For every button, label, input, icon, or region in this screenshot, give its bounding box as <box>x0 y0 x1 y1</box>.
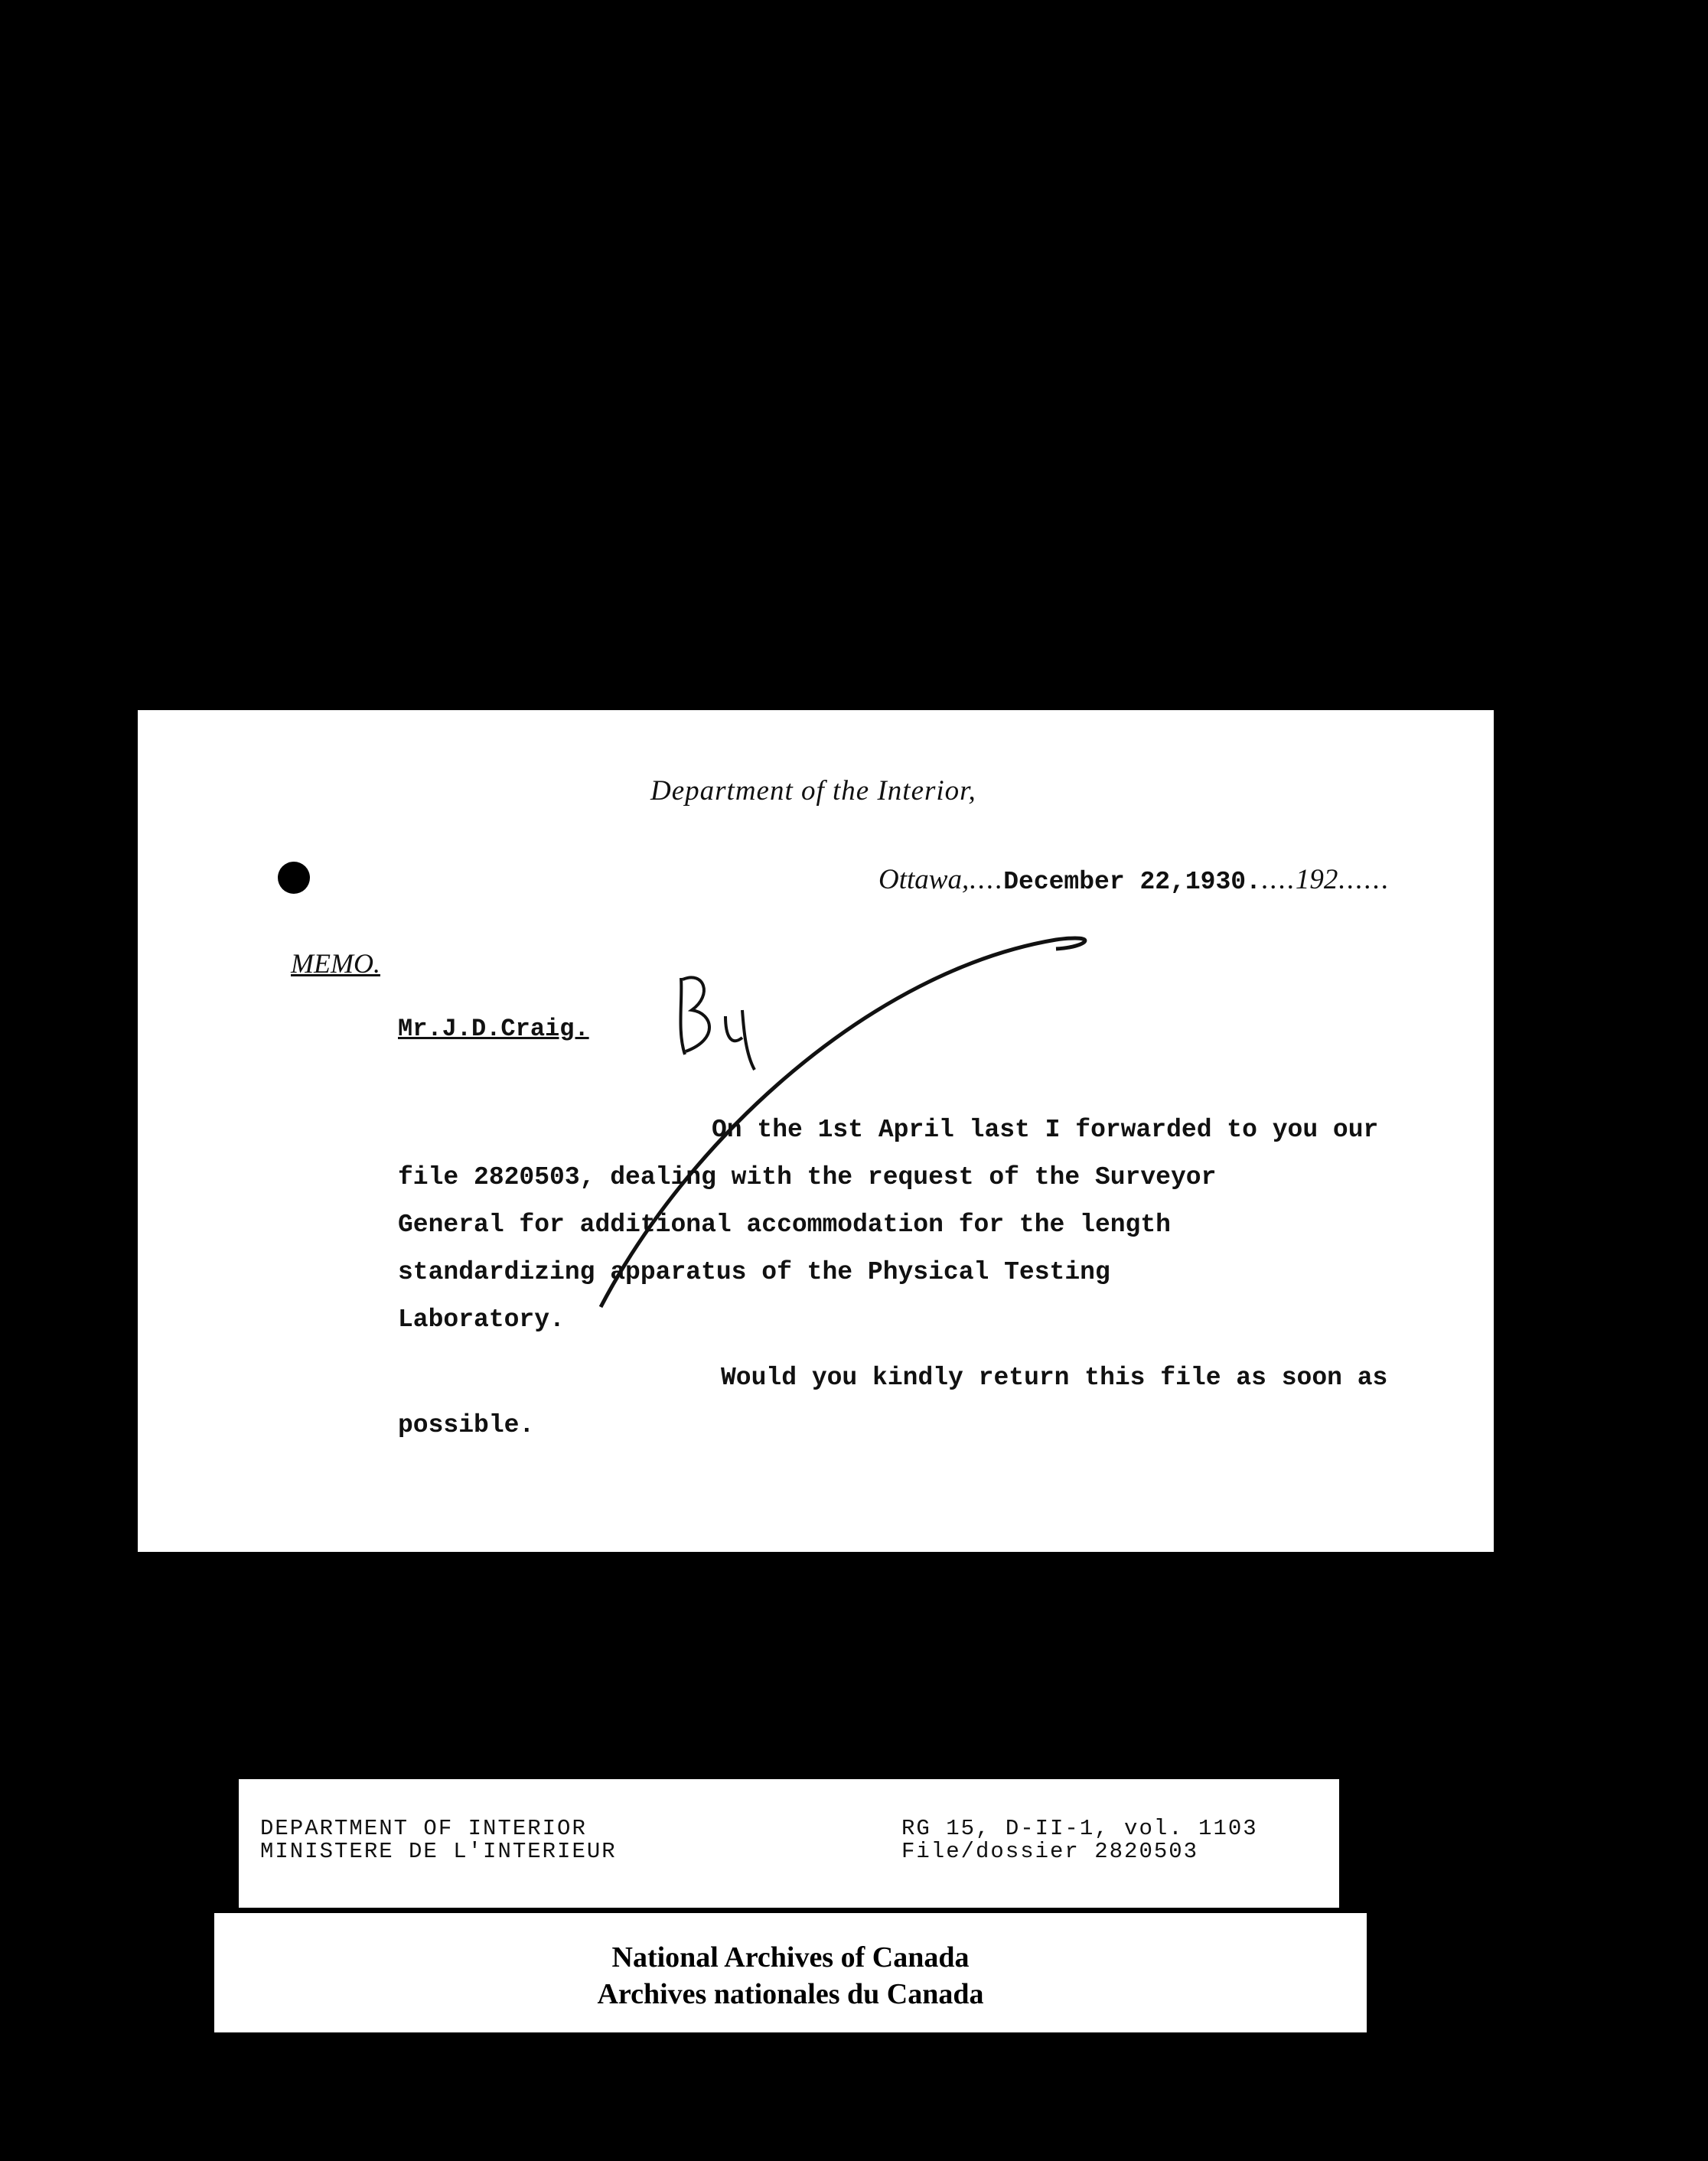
body-line: On the 1st April last I forwarded to you our <box>712 1116 1379 1144</box>
body-line: possible. <box>398 1411 535 1439</box>
memo-date: December 22,1930. <box>1003 868 1261 896</box>
memo-label: MEMO. <box>291 948 380 979</box>
body-line: standardizing apparatus of the Physical Testing <box>398 1258 1110 1286</box>
tag-reference: RG 15, D-II-1, vol. 1103 File/dossier 2820503 <box>901 1816 1258 1864</box>
body-line: file 2820503, dealing with the request of the Surveyor <box>398 1163 1217 1191</box>
recipient: Mr.J.D.Craig. <box>398 1015 589 1043</box>
archives-line-fr: Archives nationales du Canada <box>597 1978 984 2010</box>
archives-line-en: National Archives of Canada <box>611 1941 970 1974</box>
memo-document <box>138 710 1494 1552</box>
tag-department: DEPARTMENT OF INTERIOR MINISTERE DE L'INTERIEUR <box>260 1816 617 1864</box>
dateline: Ottawa,....December 22,1930.....192...... <box>878 864 1390 896</box>
place: Ottawa, <box>878 864 970 895</box>
archives-footer <box>214 1913 1367 2032</box>
body-line: General for additional accommodation for the length <box>398 1211 1171 1239</box>
body-line: Laboratory. <box>398 1305 565 1334</box>
punch-hole <box>278 862 310 894</box>
year-prefix: 192 <box>1295 864 1338 895</box>
memo-body <box>398 1107 1469 1449</box>
body-line: Would you kindly return this file as soon as <box>721 1364 1388 1392</box>
department-heading: Department of the Interior, <box>650 775 976 807</box>
archive-reference-tag <box>239 1779 1339 1908</box>
